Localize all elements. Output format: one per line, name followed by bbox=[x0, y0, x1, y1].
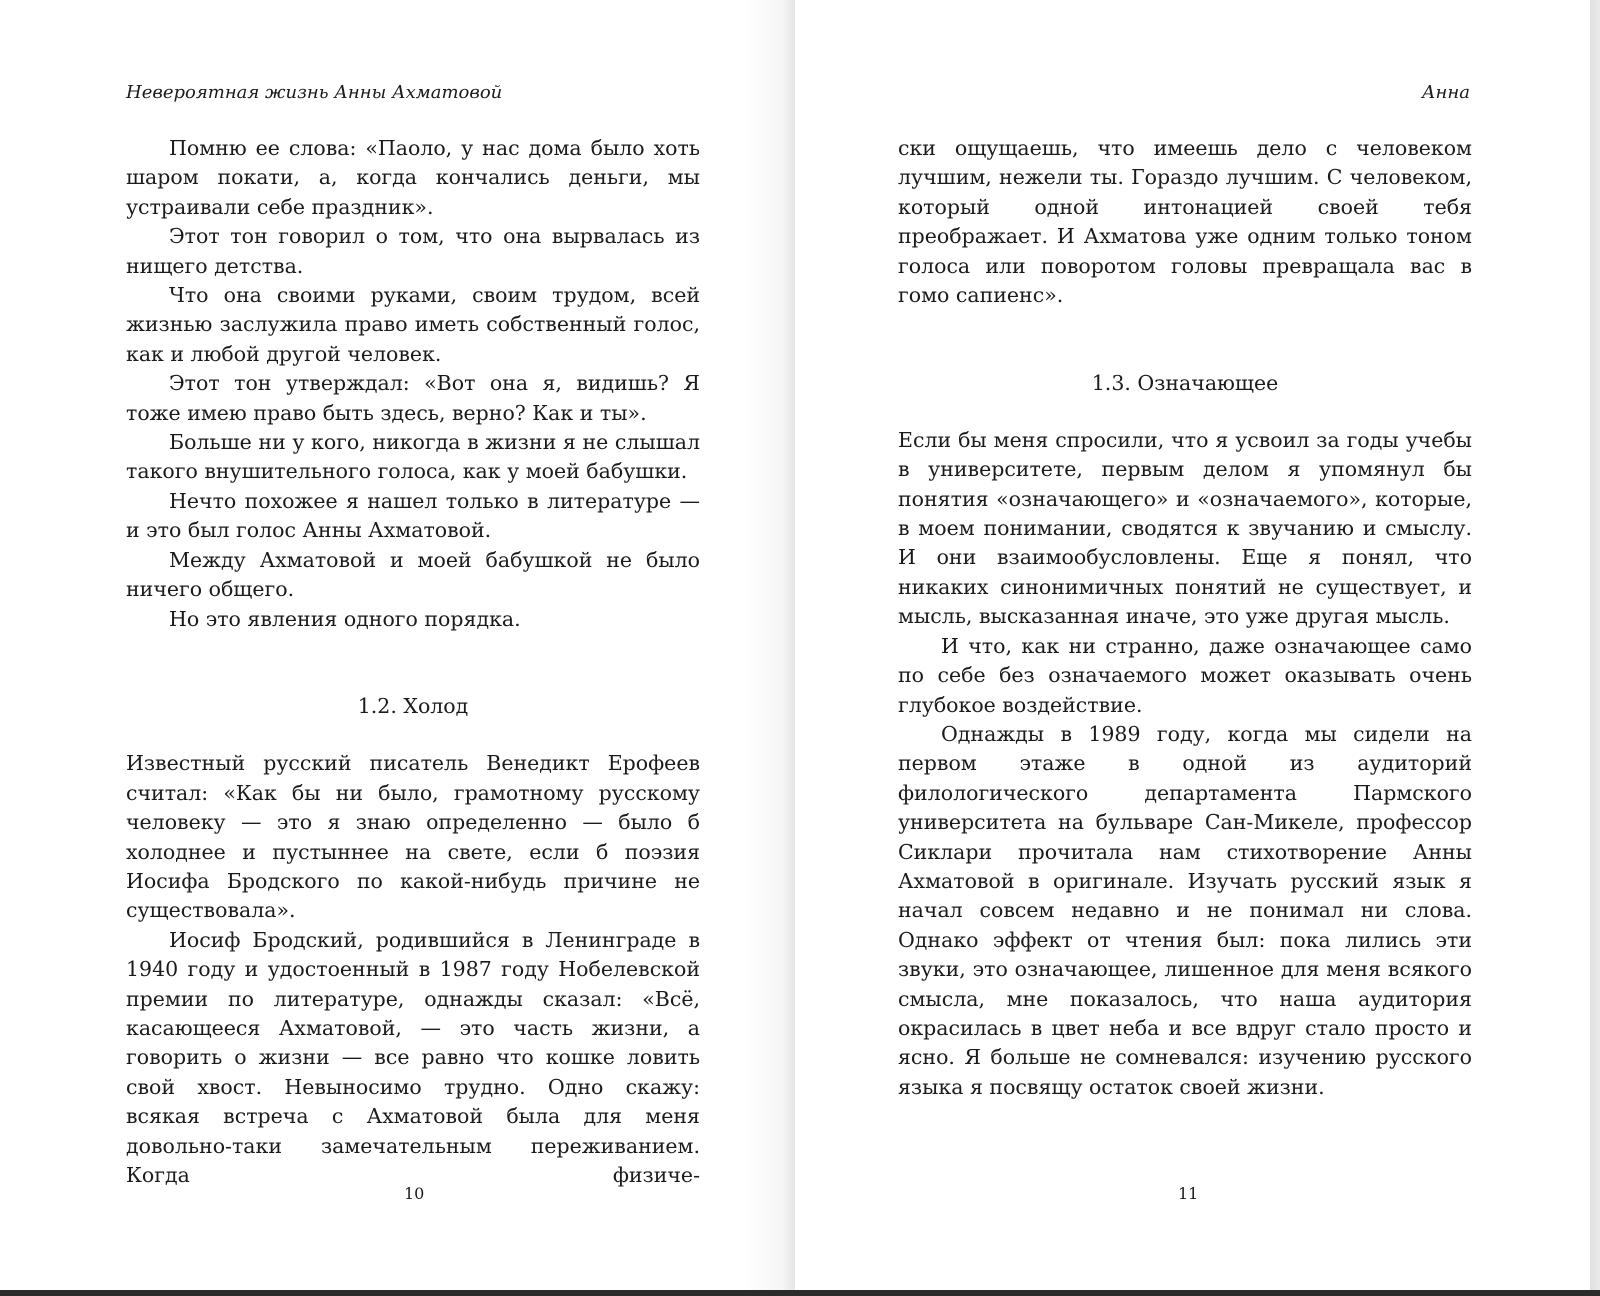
right-page-text bbox=[898, 134, 1472, 1102]
paragraph: Этот тон говорил о том, что она вырвалась из нищего детства. bbox=[126, 224, 700, 278]
page-number: 10 bbox=[404, 1184, 425, 1203]
paragraph: И что, как ни странно, даже означающее само по себе без означаемого может оказывать очень глубокое воздействие. bbox=[898, 633, 1472, 717]
paragraph: Что она своими руками, своим трудом, всей жизнью заслужила право иметь собственный голос, как и любой другой человек. bbox=[126, 283, 700, 366]
left-page bbox=[0, 0, 795, 1290]
right-page bbox=[795, 0, 1600, 1290]
paragraph: ски ощущаешь, что имеешь дело с человеком лучшим, нежели ты. Гораздо лучшим. С человеком, который одной интонацией своей тебя преображает. И Ахматова уже одним только тоном голоса или поворотом головы превращала вас в гомо сапиенс». bbox=[898, 136, 1472, 308]
paragraph: Иосиф Бродский, родившийся в Ленинграде в 1940 году и удостоенный в 1987 году Нобелевской премии по литературе, однажды сказал: «Всё, касающееся Ахматовой, — это часть жизни, а говорить о жизни — все равно что кошке ловить свой хвост. Невыносимо трудно. Одно скажу: всякая встреча с Ахматовой была для меня довольно-таки замечательным переживанием. Когда физиче- bbox=[126, 927, 700, 1187]
paragraph: Между Ахматовой и моей бабушкой не было ничего общего. bbox=[126, 547, 700, 602]
paragraph: Известный русский писатель Венедикт Ерофеев считал: «Как бы ни было, грамотному русскому человеку — это я знаю определенно — было б холоднее и пустыннее на свете, если б поэзия Иосифа Бродского по какой-нибудь причине не существовала». bbox=[126, 751, 700, 923]
section-heading: 1.3. Означающее bbox=[1091, 371, 1279, 396]
paragraph: Этот тон утверждал: «Вот она я, видишь? Я тоже имею право быть здесь, верно? Как и ты». bbox=[126, 371, 700, 425]
left-page-text bbox=[126, 134, 700, 1190]
page-number: 11 bbox=[1178, 1184, 1199, 1203]
paragraph: Помню ее слова: «Паоло, у нас дома было хоть шаром покати, а, когда кончались деньги, мы устраивали себе праздник». bbox=[126, 136, 700, 219]
bottom-edge bbox=[0, 1290, 1600, 1296]
right-running-head: Анна bbox=[1421, 82, 1470, 103]
paragraph: Нечто похожее я нашел только в литературе — и это был голос Анны Ахматовой. bbox=[126, 488, 700, 543]
left-running-head: Невероятная жизнь Анны Ахматовой bbox=[126, 82, 503, 103]
right-gutter-shadow bbox=[1590, 0, 1600, 1290]
paragraph: Но это явления одного порядка. bbox=[169, 606, 521, 631]
paragraph: Если бы меня спросили, что я усвоил за годы учебы в университете, первым делом я упомянул бы понятия «означающего» и «означаемого», которые, в моем понимании, сводятся к звучанию и смыслу. И они взаимообусловлены. Еще я понял, что никаких синонимичных понятий не существует, и мысль, высказанная иначе, это уже другая мысль. bbox=[898, 427, 1472, 629]
left-gutter-shadow bbox=[745, 0, 795, 1290]
paragraph: Однажды в 1989 году, когда мы сидели на первом этаже в одной из аудиторий филологического департамента Пармского университета на бульваре Сан-Микеле, профессор Сиклари прочитала нам стихотворение Анны Ахматовой в оригинале. Изучать русский язык я начал совсем недавно и не понимал ни слова. Однако эффект от чтения был: пока лились эти звуки, это означающее, лишенное для меня всякого смысла, мне показалось, что наша аудитория окрасилась в цвет неба и все вдруг стало просто и ясно. Я больше не сомневался: изучению русского языка я посвящу остаток своей жизни. bbox=[898, 721, 1472, 1099]
section-heading: 1.2. Холод bbox=[357, 693, 469, 718]
paragraph: Больше ни у кого, никогда в жизни я не слышал такого внушительного голоса, как у моей бабушки. bbox=[126, 430, 700, 484]
